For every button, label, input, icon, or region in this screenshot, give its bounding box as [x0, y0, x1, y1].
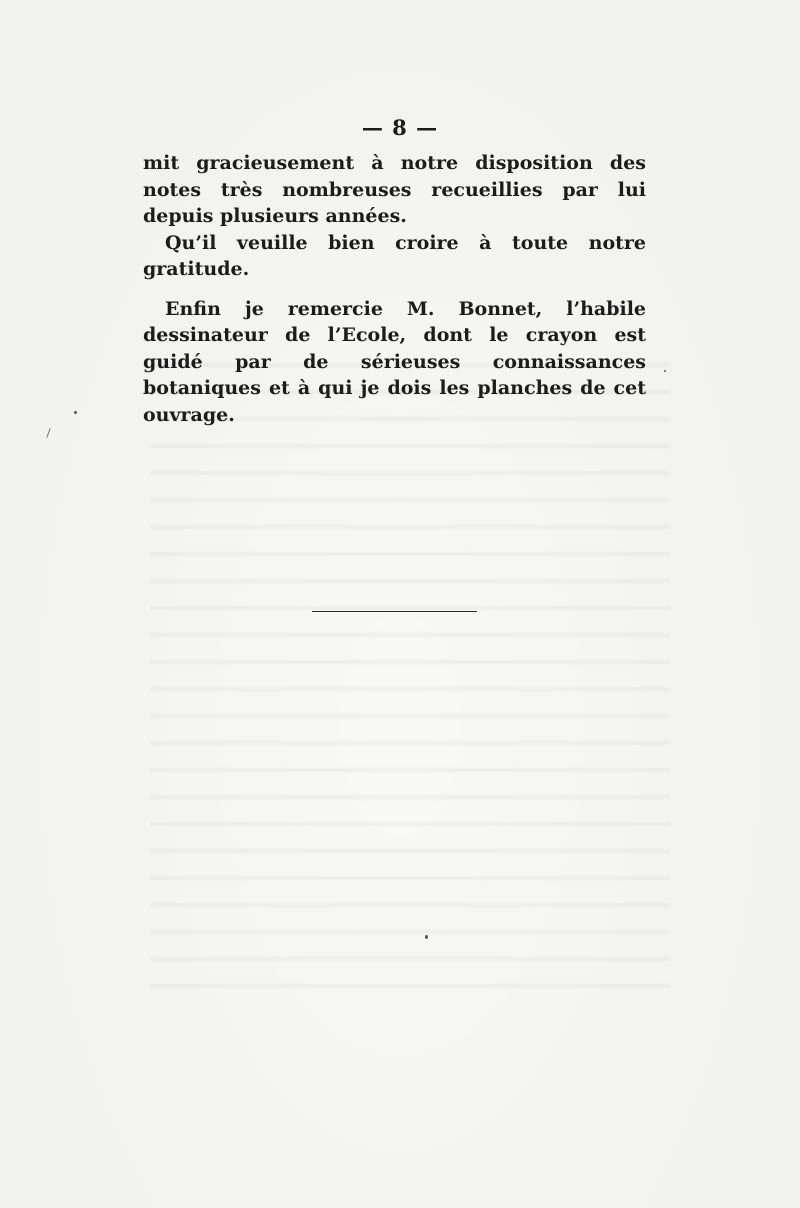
- paragraph-gap: [143, 283, 646, 296]
- paragraph-gratitude: Qu’il veuille bien croire à toute notre gratitude.: [143, 231, 646, 280]
- paper-speck: [425, 935, 428, 939]
- body-text: [143, 150, 646, 428]
- show-through-background: [150, 350, 670, 990]
- paragraph-acknowledgement: Enfin je remercie M. Bonnet, l’habile dessinateur de l’Ecole, dont le crayon est guidé par de sérieuses connaissances botaniques et à qui je dois les planches de cet ouvrage.: [143, 297, 646, 426]
- paper-speck: [74, 411, 77, 414]
- section-separator-rule: [312, 611, 477, 612]
- paper-speck: [664, 370, 666, 372]
- page-number: — 8 —: [361, 115, 439, 140]
- paragraph-continuation: mit gracieusement à notre disposition des notes très nombreuses recueillies par lui depuis plusieurs années.: [143, 152, 646, 227]
- paper-speck: [46, 428, 50, 438]
